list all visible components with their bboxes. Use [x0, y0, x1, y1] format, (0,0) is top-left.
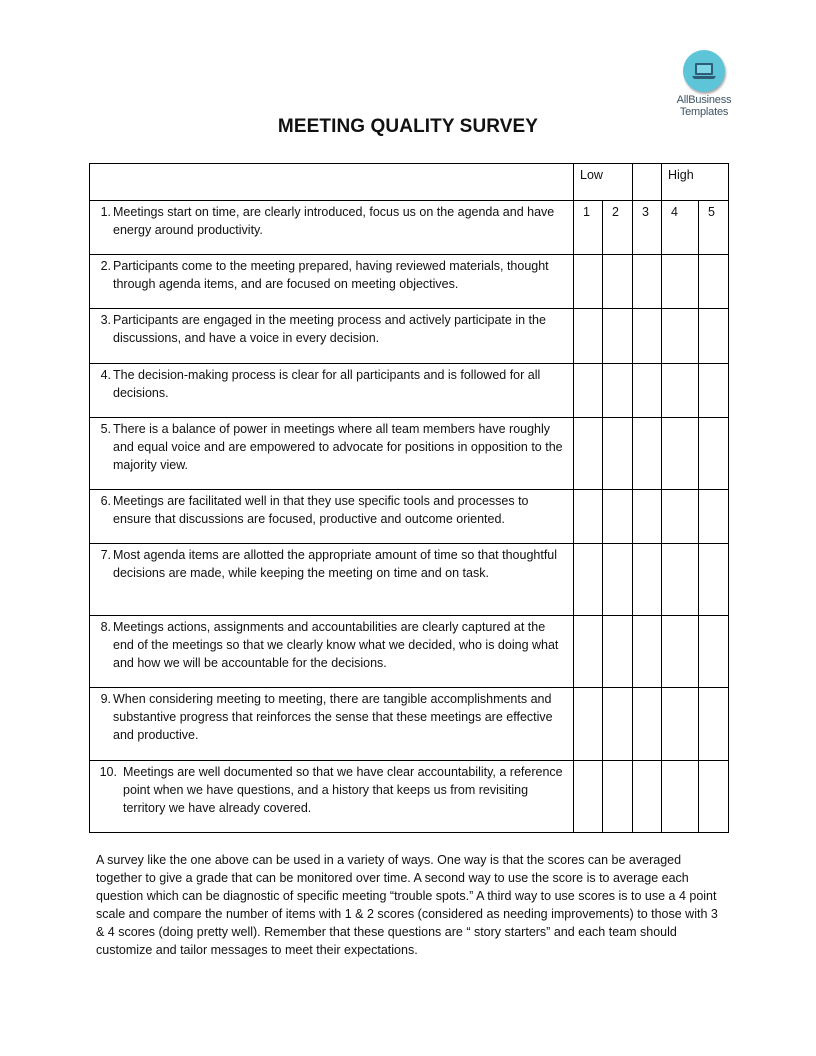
- scale-number-3[interactable]: 3: [633, 201, 662, 255]
- question-cell: [90, 490, 574, 544]
- scale-number-4[interactable]: 4: [662, 201, 699, 255]
- survey-table: [89, 163, 729, 833]
- rating-cell[interactable]: [699, 616, 729, 688]
- question-cell: [90, 309, 574, 364]
- rating-cell[interactable]: [574, 255, 603, 309]
- scale-header-row: [90, 164, 729, 201]
- question-number: 8.: [100, 620, 111, 634]
- rating-cell[interactable]: [662, 544, 699, 616]
- question-cell: [90, 688, 574, 761]
- rating-cell[interactable]: [699, 490, 729, 544]
- rating-cell[interactable]: [662, 364, 699, 418]
- rating-cell[interactable]: [699, 418, 729, 490]
- rating-cell[interactable]: [662, 761, 699, 833]
- question-number: 5.: [100, 422, 111, 436]
- question-text: The decision-making process is clear for all participants and is followed for all decisions.: [113, 368, 541, 400]
- high-label: High: [662, 164, 729, 201]
- table-row: [90, 418, 729, 490]
- rating-cell[interactable]: [633, 364, 662, 418]
- rating-cell[interactable]: [699, 688, 729, 761]
- question-number: 2.: [100, 259, 111, 273]
- rating-cell[interactable]: [699, 761, 729, 833]
- rating-cell[interactable]: [662, 418, 699, 490]
- rating-cell[interactable]: [603, 616, 633, 688]
- question-cell: [90, 255, 574, 309]
- question-cell: [90, 616, 574, 688]
- rating-cell[interactable]: [603, 309, 633, 364]
- scale-number-1[interactable]: 1: [574, 201, 603, 255]
- rating-cell[interactable]: [699, 309, 729, 364]
- question-text: When considering meeting to meeting, there are tangible accomplishments and substantive progress that reinforces the sense that these meetings are effective and productive.: [113, 692, 553, 742]
- table-row: [90, 309, 729, 364]
- question-text: There is a balance of power in meetings where all team members have roughly and equal voice and are empowered to advocate for positions in opposition to the majority view.: [113, 422, 563, 472]
- table-row: [90, 688, 729, 761]
- question-number: 10.: [99, 765, 117, 779]
- question-cell: [90, 364, 574, 418]
- laptop-icon: [683, 50, 725, 92]
- question-text: Participants come to the meeting prepared, having reviewed materials, thought through agenda items, and are focused on meeting objectives.: [113, 259, 549, 291]
- question-number: 1.: [100, 205, 111, 219]
- question-text: Meetings start on time, are clearly introduced, focus us on the agenda and have energy around productivity.: [113, 205, 555, 237]
- rating-cell[interactable]: [699, 364, 729, 418]
- rating-cell[interactable]: [574, 364, 603, 418]
- rating-cell[interactable]: [574, 418, 603, 490]
- question-text: Most agenda items are allotted the appropriate amount of time so that thoughtful decisions are made, while keeping the meeting on time and on task.: [113, 548, 558, 580]
- rating-cell[interactable]: [699, 255, 729, 309]
- rating-cell[interactable]: [574, 490, 603, 544]
- rating-cell[interactable]: [633, 418, 662, 490]
- table-row: [90, 490, 729, 544]
- table-row: [90, 364, 729, 418]
- rating-cell[interactable]: [662, 490, 699, 544]
- table-row: [90, 761, 729, 833]
- rating-cell[interactable]: [662, 309, 699, 364]
- rating-cell[interactable]: [603, 364, 633, 418]
- rating-cell[interactable]: [633, 255, 662, 309]
- rating-cell[interactable]: [662, 688, 699, 761]
- rating-cell[interactable]: [633, 616, 662, 688]
- table-row: [90, 255, 729, 309]
- logo-line-1: AllBusiness: [676, 94, 732, 106]
- rating-cell[interactable]: [574, 688, 603, 761]
- rating-cell[interactable]: [662, 255, 699, 309]
- question-number: 9.: [100, 692, 111, 706]
- table-row: [90, 616, 729, 688]
- rating-cell[interactable]: [574, 544, 603, 616]
- question-number: 6.: [100, 494, 111, 508]
- logo-line-2: Templates: [679, 106, 729, 118]
- rating-cell[interactable]: [633, 761, 662, 833]
- question-number: 3.: [100, 313, 111, 327]
- rating-cell[interactable]: [603, 688, 633, 761]
- header-middle-cell: [633, 164, 662, 201]
- rating-cell[interactable]: [633, 309, 662, 364]
- rating-cell[interactable]: [662, 616, 699, 688]
- question-text: Participants are engaged in the meeting process and actively participate in the discussions, and have a voice in every decision.: [113, 313, 546, 345]
- rating-cell[interactable]: [574, 761, 603, 833]
- header-blank-cell: [90, 164, 574, 201]
- question-cell: [90, 544, 574, 616]
- rating-cell[interactable]: [633, 544, 662, 616]
- rating-cell[interactable]: [603, 490, 633, 544]
- table-row: [90, 544, 729, 616]
- page-title: MEETING QUALITY SURVEY: [277, 116, 539, 137]
- rating-cell[interactable]: [633, 490, 662, 544]
- explanation-paragraph: A survey like the one above can be used in a variety of ways. One way is that the scores can be averaged together to give a grade that can be monitored over time. A second way to use the score is to average each question which can be diagnostic of specific meeting “trouble spots.” A third way to use scores is to use a 4 point scale and compare the number of items with 1 & 2 scores (considered as needing improvements) to those with 3 & 4 scores (doing pretty well). Remember that these questions are “ story starters” and each team should customize and tailor messages to meet their expectations.: [96, 853, 718, 957]
- question-cell: [90, 201, 574, 255]
- question-cell: [90, 418, 574, 490]
- rating-cell[interactable]: [603, 761, 633, 833]
- table-row: [90, 201, 729, 255]
- rating-cell[interactable]: [603, 418, 633, 490]
- scale-number-5[interactable]: 5: [699, 201, 729, 255]
- rating-cell[interactable]: [633, 688, 662, 761]
- low-label: Low: [574, 164, 633, 201]
- question-number: 4.: [100, 368, 111, 382]
- logo-text: [664, 94, 744, 118]
- rating-cell[interactable]: [574, 616, 603, 688]
- rating-cell[interactable]: [574, 309, 603, 364]
- rating-cell[interactable]: [699, 544, 729, 616]
- question-text: Meetings are well documented so that we have clear accountability, a reference point when we have questions, and a history that keeps us from revisiting territory we have already covered.: [123, 765, 563, 815]
- question-text: Meetings are facilitated well in that they use specific tools and processes to ensure that discussions are focused, productive and outcome oriented.: [113, 494, 529, 526]
- question-cell: [90, 761, 574, 833]
- rating-cell[interactable]: [603, 255, 633, 309]
- allbusiness-templates-logo: [664, 50, 744, 118]
- question-number: 7.: [100, 548, 111, 562]
- scale-number-2[interactable]: 2: [603, 201, 633, 255]
- rating-cell[interactable]: [603, 544, 633, 616]
- question-text: Meetings actions, assignments and accountabilities are clearly captured at the end of the meetings so that we clearly know what we decided, who is doing what and how we will be accountable for the decisions.: [113, 620, 559, 670]
